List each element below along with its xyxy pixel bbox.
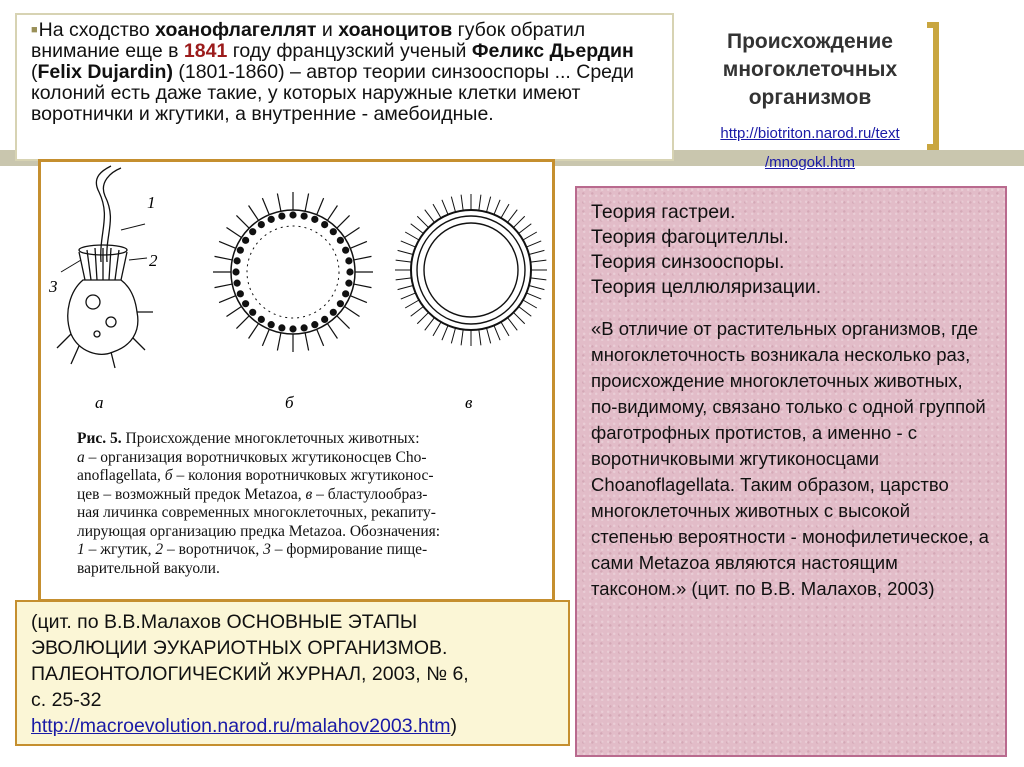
colony-cell (322, 316, 328, 322)
flagellum-line (451, 328, 455, 343)
blastula-drawing (395, 194, 547, 346)
colony-cell (346, 280, 352, 286)
flagellum-line (425, 318, 435, 331)
colony-cell (234, 258, 240, 264)
label-v: в (465, 393, 473, 412)
intro-text: и (316, 19, 339, 41)
flagellum-line (442, 200, 448, 215)
label-2: 2 (149, 251, 158, 270)
flagellum-line (327, 324, 337, 339)
title-line: организмов (748, 86, 872, 109)
flagellum-line (526, 241, 541, 247)
flagellum-line (487, 328, 491, 343)
square-bullet-icon: ■ (31, 24, 38, 36)
caption-letter: 2 (155, 541, 164, 558)
figure-caption (77, 430, 529, 578)
flagellum-line (219, 241, 236, 248)
flagellum-line (350, 296, 367, 303)
colony-cell (290, 326, 296, 332)
flagellum-line (530, 278, 546, 280)
flagellum-line (529, 286, 544, 290)
caption-text: цев – возможный предок Metazoa, (77, 485, 306, 503)
intro-text: году французский ученый (227, 40, 472, 62)
slide-title (690, 28, 930, 112)
flagellum-line (401, 241, 416, 247)
colony-cell (330, 229, 336, 235)
flagellum-line (236, 215, 249, 228)
caption-text: – организация воротничковых жгутиконосцев Cho- (84, 448, 427, 466)
flagellum-line (262, 329, 269, 346)
flagellum-line (494, 325, 500, 340)
theory-phagocytella: Теория фагоцителлы. (591, 226, 789, 248)
colony-cell (337, 301, 343, 307)
flagellum-line (226, 228, 241, 238)
caption-text: – бластулообраз- (312, 485, 428, 503)
colony-cell (330, 309, 336, 315)
caption-text: – жгутик, (84, 541, 156, 558)
flagellum-line (327, 205, 337, 220)
colony-cell (233, 269, 239, 275)
flagellum-line (513, 312, 524, 323)
intro-box (15, 13, 674, 161)
flagellum-line (411, 224, 424, 234)
colony-cell (301, 213, 307, 219)
flagellum-line (461, 329, 463, 345)
scientist-name: Феликс Дьердин (471, 40, 634, 62)
year-1841: 1841 (183, 40, 228, 62)
flagellum-line (494, 200, 500, 215)
flagellum-line (354, 284, 372, 288)
colony-cell (268, 216, 274, 222)
flagellum-line (433, 322, 441, 336)
flagellum-line (337, 316, 350, 329)
title-line: многоклеточных (722, 58, 898, 81)
flagellum-line (305, 194, 309, 212)
choanoflagellate-drawing (57, 166, 153, 368)
caption-text: лирующая организацию предка Metazoa. Обозначения: (77, 522, 441, 540)
flagellum-line (451, 197, 455, 212)
caption-letter: а (77, 448, 85, 466)
flagellum-line (236, 316, 249, 329)
intro-text: ( (31, 61, 38, 83)
citation-link[interactable]: http://macroevolution.narod.ru/malahov2003.htm (31, 715, 451, 737)
malakhov-quote: «В отличие от растительных организмов, где многоклеточность возникала несколько раз, происхождение многоклеточных животных, по-видимому, связано только с одной группой фаготрофных протистов, а именно - с воротничковыми жгутиконосцами Choanoflagellata. Таким образом, царство многоклеточных животных с высокой степенью вероятности - монофилетическое, а сами Metazoa являются настоящим таксоном.» (цит. по В.В. Малахов, 2003) (591, 318, 989, 599)
flagellum-line (530, 260, 546, 262)
colony-cell (346, 258, 352, 264)
colony-cell (234, 280, 240, 286)
flagellum-line (405, 300, 419, 308)
caption-text: – колония воротничковых жгутиконос- (172, 467, 434, 484)
colony-cell (347, 269, 353, 275)
flagellum-line (508, 210, 518, 223)
flagellum-line (417, 216, 428, 227)
colony-cell (250, 309, 256, 315)
colony-cell (237, 247, 243, 253)
colony-cell (279, 213, 285, 219)
theory-synzoospore: Теория синзооспоры. (591, 251, 785, 273)
citation-text: ) (450, 715, 457, 737)
colony-cell (312, 322, 318, 328)
flagellum-line (317, 329, 324, 346)
caption-text: – воротничок, (163, 541, 264, 558)
flagellum-line (519, 307, 532, 317)
source-link[interactable] (690, 119, 930, 177)
flagellum-line (215, 256, 233, 260)
theories-box (575, 186, 1007, 757)
colony-cell (237, 291, 243, 297)
flagellum-line (405, 232, 419, 240)
flagellum-line (529, 250, 544, 254)
colony-cell (322, 222, 328, 228)
caption-fig-number: Рис. 5. (77, 430, 122, 447)
citation-line: ЭВОЛЮЦИИ ЭУКАРИОТНЫХ ОРГАНИЗМОВ. (31, 637, 448, 659)
caption-letter: 3 (263, 541, 271, 558)
colony-drawing (213, 192, 373, 352)
flagellum-line (398, 286, 413, 290)
colony-cell (312, 216, 318, 222)
colony-cell (243, 301, 249, 307)
intro-text: губок обратил внимание еще в (31, 19, 586, 62)
term-choanocytes: хоаноцитов (338, 19, 453, 41)
flagellum-line (396, 278, 412, 280)
colony-cell (279, 325, 285, 331)
flagellum-line (262, 198, 269, 215)
title-line: Происхождение (727, 30, 893, 53)
flagellum-line (350, 241, 367, 248)
flagellum-line (487, 197, 491, 212)
colony-cell (343, 247, 349, 253)
theory-cellularization: Теория целлюляризации. (591, 276, 822, 298)
label-1: 1 (147, 193, 156, 212)
theory-gastrea: Теория гастреи. (591, 201, 736, 223)
caption-text: anoflagellata, (77, 467, 165, 484)
label-a: а (95, 393, 104, 412)
colony-cell (337, 237, 343, 243)
colony-cell (343, 291, 349, 297)
flagellum-line (523, 300, 537, 308)
flagellum-line (442, 325, 448, 340)
citation-line: ПАЛЕОНТОЛОГИЧЕСКИЙ ЖУРНАЛ, 2003, № 6, (31, 663, 469, 685)
colony-cell (250, 229, 256, 235)
flagellum-line (215, 284, 233, 288)
flagellum-line (479, 329, 481, 345)
colony-cell (268, 322, 274, 328)
figure-panel (38, 159, 555, 602)
citation-line: с. 25-32 (31, 689, 102, 711)
term-choanoflagellates: хоанофлагеллят (155, 19, 317, 41)
label-b: б (285, 393, 294, 412)
colony-cell (243, 237, 249, 243)
caption-letter: б (164, 467, 173, 484)
flagellum-line (479, 195, 481, 211)
caption-text: – формирование пище- (270, 541, 428, 558)
flagellum-line (411, 307, 424, 317)
flagellum-line (219, 296, 236, 303)
flagellum-line (345, 306, 360, 316)
flagellum-line (401, 293, 416, 299)
colony-cell (258, 316, 264, 322)
flagellum-line (249, 205, 259, 220)
flagellum-line (519, 224, 532, 234)
colony-cell (258, 222, 264, 228)
intro-text: На сходство (38, 19, 156, 41)
flagellum-line (398, 250, 413, 254)
flagellum-line (337, 215, 350, 228)
caption-letter: 1 (77, 541, 85, 558)
intro-text: (1801-1860) – автор теории синзооспоры ... Среди колоний есть даже такие, у которых наружные клетки имеют воротнички и жгутики, а внутренние - амебоидные. (31, 61, 634, 125)
flagellum-line (523, 232, 537, 240)
flagellum-line (508, 318, 518, 331)
colony-cell (301, 325, 307, 331)
flagellum-line (501, 204, 509, 218)
flagellum-line (396, 260, 412, 262)
flagellum-line (354, 256, 372, 260)
flagellum-line (425, 210, 435, 223)
citation-line: (цит. по В.В.Малахов ОСНОВНЫЕ ЭТАПЫ (31, 611, 418, 633)
flagellum-line (277, 333, 281, 351)
source-link-line[interactable]: http://biotriton.narod.ru/text (720, 125, 900, 142)
caption-letter: в (305, 485, 313, 503)
flagellum-line (226, 306, 241, 316)
caption-text: ная личинка современных многоклеточных, рекапиту- (77, 504, 436, 521)
scientist-name-latin: Felix Dujardin) (37, 61, 173, 83)
flagellum-line (526, 293, 541, 299)
flagellum-line (433, 204, 441, 218)
caption-text: Происхождение многоклеточных животных: (121, 430, 420, 447)
flagellum-line (345, 228, 360, 238)
source-link-line[interactable]: /mnogokl.htm (764, 154, 856, 171)
flagellum-line (305, 333, 309, 351)
flagellum-line (317, 198, 324, 215)
flagellum-line (513, 216, 524, 227)
flagellum-line (277, 194, 281, 212)
label-3: 3 (49, 277, 58, 296)
flagellum-line (501, 322, 509, 336)
flagellum-line (417, 312, 428, 323)
flagellum-line (461, 195, 463, 211)
flagellum-line (249, 324, 259, 339)
colony-cell (290, 212, 296, 218)
citation-box (15, 600, 570, 746)
caption-text: варительной вакуоли. (77, 559, 220, 577)
